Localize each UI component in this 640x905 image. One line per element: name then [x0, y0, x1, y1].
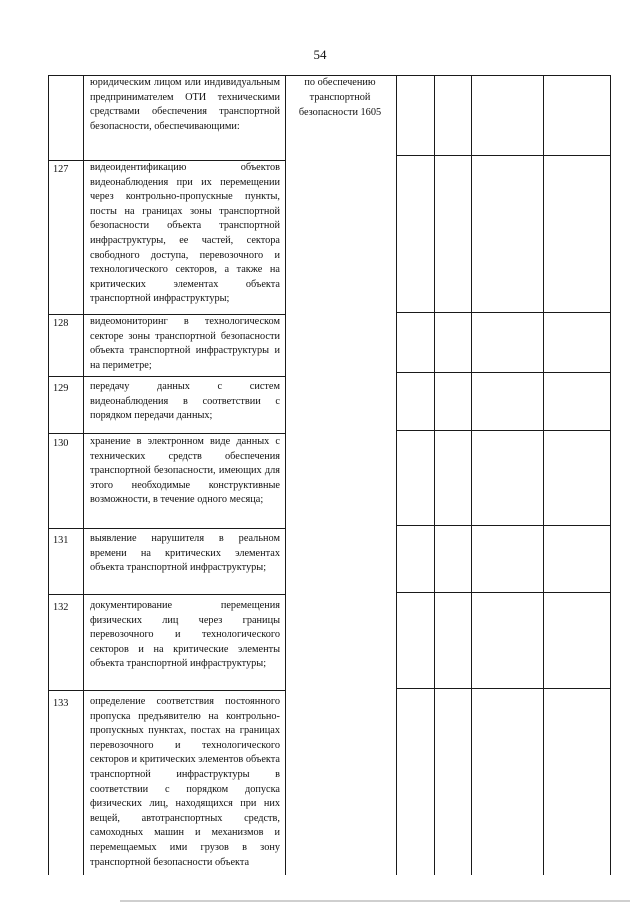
row-separator-right [396, 592, 611, 593]
row-text: документирование перемещения физических лиц через границы перевозочного и технологического секторов и на критические элементы объекта транспортной инфраструктуры; [90, 600, 280, 670]
column-divider-number [83, 75, 84, 875]
row-text: хранение в электронном виде данных с технических средств обеспечения транспортной безопасности, имеющих для этого необходимые конструктивные возможности, в течение одного месяца; [90, 436, 280, 506]
row-text: видеоидентификацию объектов видеонаблюдения при их перемещении через контрольно-пропускные пункты, посты на границах зоны транспортной безопасности объекта транспортной инфраструктуры, ее частей, сектора свободного доступа, перевозочного и технологического секторов, а также на критических элементах объекта транспортной инфраструктуры; [90, 162, 280, 305]
row-separator-left [48, 376, 286, 377]
row-separator-right [396, 312, 611, 313]
row-text: видеомониторинг в технологическом секторе зоны транспортной безопасности объекта транспортной инфраструктуры и на периметре; [90, 316, 280, 371]
row-text: выявление нарушителя в реальном времени на критических элементах объекта транспортной инфраструктуры; [90, 533, 280, 574]
row-separator-right [396, 430, 611, 431]
table-border-left [48, 75, 49, 875]
row-number: 132 [53, 602, 69, 613]
row-number: 129 [53, 383, 69, 394]
row-number: 130 [53, 438, 69, 449]
page-number: 54 [313, 47, 327, 62]
continuation-text: юридическим лицом или индивидуальным предпринимателем ОТИ техническими средствами обеспечения транспортной безопасности, обеспечивающими: [90, 77, 280, 132]
column-divider-a [434, 75, 435, 875]
row-number: 128 [53, 318, 69, 329]
row-separator-right [396, 155, 611, 156]
table-border-right [610, 75, 611, 875]
basis-reference: по обеспечению транспортной безопасности 1605 [298, 77, 382, 118]
row-text: передачу данных с систем видеонаблюдения в соответствии с порядком передачи данных; [90, 381, 280, 422]
column-divider-text [285, 75, 286, 875]
row-separator-left [48, 528, 286, 529]
row-number: 127 [53, 164, 69, 175]
row-separator-left [48, 594, 286, 595]
column-divider-c [543, 75, 544, 875]
row-separator-left [48, 433, 286, 434]
row-separator-left [48, 690, 286, 691]
row-separator-right [396, 525, 611, 526]
row-text: определение соответствия постоянного пропуска предъявителю на контрольно-пропускных пунктах, постах на границах перевозочного и технологического секторов и критических элементов объекта транспортной инфраструктуры в соответствии с порядком допуска физических лиц, находящихся при них вещей, автотранспортных средств, самоходных машин и механизмов и перемещаемых ими грузов в зону транспортной безопасности объекта [90, 696, 280, 868]
row-separator-right [396, 372, 611, 373]
column-divider-basis [396, 75, 397, 875]
row-number: 133 [53, 698, 69, 709]
row-separator-right [396, 688, 611, 689]
column-divider-b [471, 75, 472, 875]
scan-edge-shadow [120, 900, 630, 902]
row-number: 131 [53, 535, 69, 546]
